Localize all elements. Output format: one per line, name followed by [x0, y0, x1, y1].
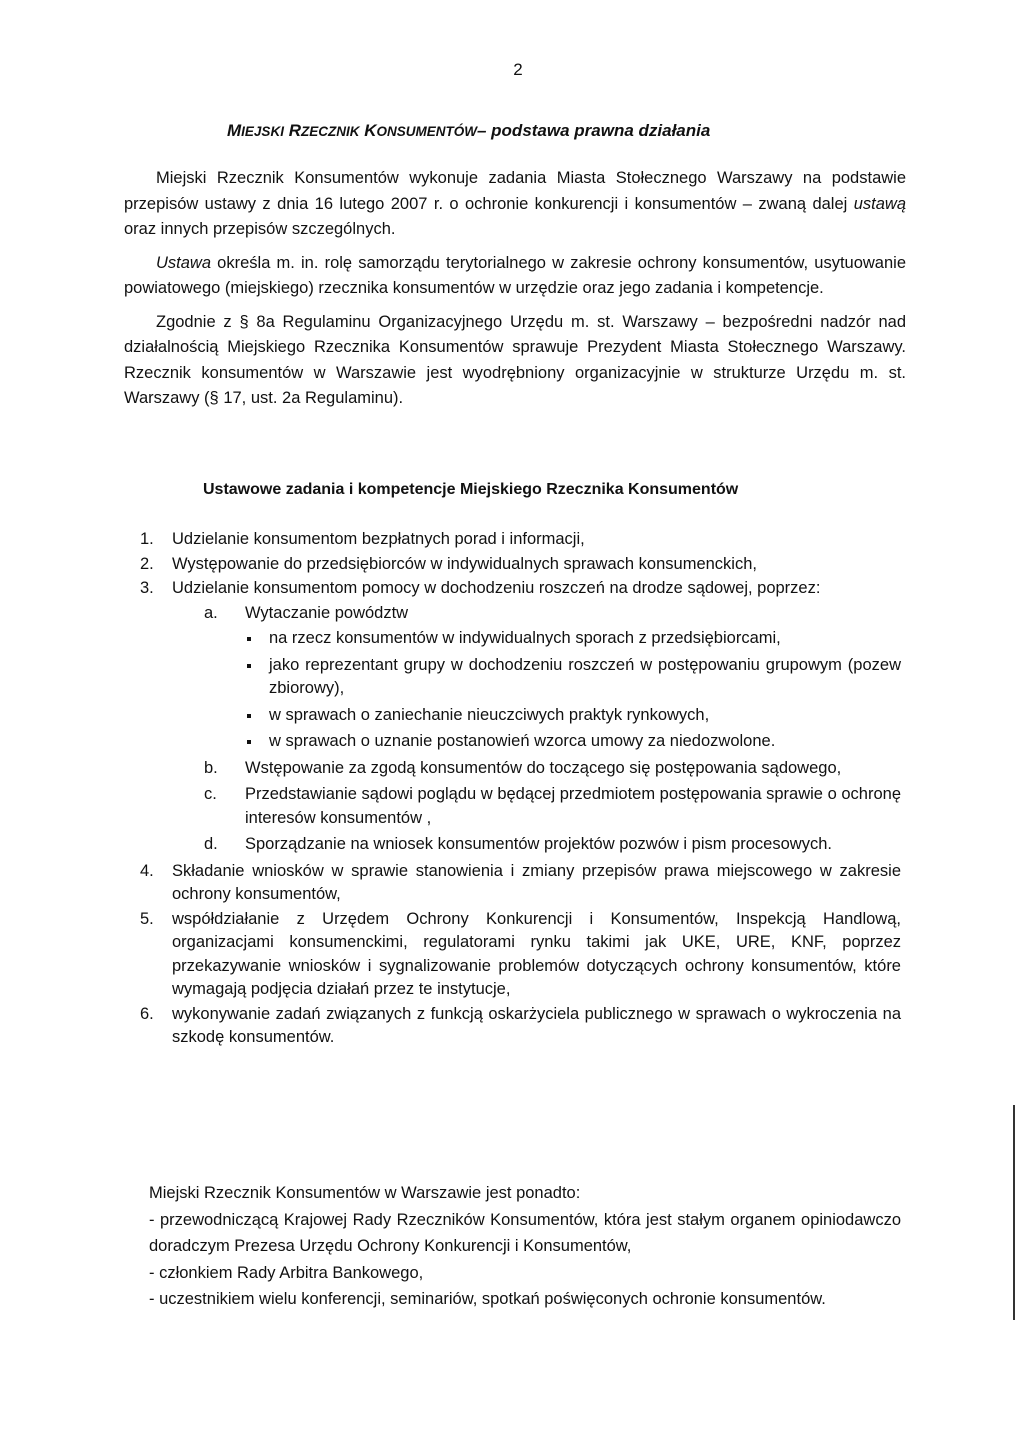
section-title: Ustawowe zadania i kompetencje Miejskiego Rzecznika Konsumentów	[203, 481, 739, 498]
task-item	[140, 553, 901, 577]
subtask-letter: d.	[204, 835, 218, 853]
page-number: 2	[513, 60, 523, 79]
task-text: Składanie wniosków w sprawie stanowienia i zmiany przepisów prawa miejscowego w zakresie ochrony konsumentów,	[172, 861, 901, 903]
task-item	[140, 860, 901, 907]
paragraph-text: określa m. in. rolę samorządu terytorialnego w zakresie ochrony konsumentów, usytuowanie powiatowego (miejskiego) rzecznika konsumentów w urzędzie oraz jego zadania i kompetencje.	[124, 253, 906, 297]
footer-line: Miejski Rzecznik Konsumentów w Warszawie jest ponadto:	[149, 1184, 581, 1202]
task-text: Udzielanie konsumentom bezpłatnych porad i informacji,	[172, 530, 585, 548]
footer-line: - przewodniczącą Krajowej Rady Rzeczników Konsumentów, która jest stałym organem opiniodawczo doradczym Prezesa Urzędu Ochrony Konkurencji i Konsumentów,	[149, 1210, 901, 1255]
task-item	[140, 577, 901, 857]
subtask-item	[204, 783, 901, 830]
intro-paragraphs	[124, 166, 906, 420]
italic-term: Ustawa	[156, 253, 212, 272]
footer-block	[149, 1180, 901, 1313]
bullet-list	[245, 627, 901, 754]
tasks-list	[140, 528, 901, 1051]
task-number: 6.	[140, 1004, 154, 1023]
task-text: wykonywanie zadań związanych z funkcją oskarżyciela publicznego w sprawach o wykroczenia na szkodę konsumentów.	[172, 1004, 901, 1046]
task-number: 2.	[140, 554, 154, 573]
footer-line: - uczestnikiem wielu konferencji, seminariów, spotkań poświęconych ochronie konsumentów.	[149, 1290, 826, 1308]
task-item	[140, 528, 901, 552]
task-text: Udzielanie konsumentom pomocy w dochodzeniu roszczeń na drodze sądowej, poprzez:	[172, 579, 821, 597]
subtask-letter: b.	[204, 758, 218, 777]
title-prefix: MIEJSKI RZECZNIK KONSUMENTÓW	[227, 121, 477, 140]
task-item	[140, 1003, 901, 1050]
intro-paragraph	[124, 166, 906, 243]
task-number: 4.	[140, 861, 154, 880]
subtask-text: Przedstawianie sądowi poglądu w będącej przedmiotem postępowania sprawie o ochronę interesów konsumentów ,	[245, 785, 901, 827]
subtask-text: Wstępowanie za zgodą konsumentów do toczącego się postępowania sądowego,	[245, 758, 842, 777]
footer-line: - członkiem Rady Arbitra Bankowego,	[149, 1263, 424, 1282]
page-title	[227, 121, 710, 141]
bullet-item: jako reprezentant grupy w dochodzeniu roszczeń w postępowaniu grupowym (pozew zbiorowy),	[245, 654, 901, 701]
italic-term: ustawą	[853, 194, 906, 213]
subtask-item	[204, 757, 901, 781]
paragraph-text: Zgodnie z § 8a Regulaminu Organizacyjnego Urzędu m. st. Warszawy – bezpośredni nadzór nad działalnością Miejskiego Rzecznika Konsumentów sprawuje Prezydent Miasta Stołecznego Warszawy. Rzecznik konsumentów w Warszawie jest wyodrębniony organizacyjnie w strukturze Urzędu m. st. Warszawy (§ 17, ust. 2a Regulaminu).	[124, 312, 906, 407]
task-number: 1.	[140, 530, 154, 548]
task-number: 3.	[140, 579, 154, 597]
bullet-item: w sprawach o uznanie postanowień wzorca umowy za niedozwolone.	[245, 730, 901, 754]
subtask-text: Sporządzanie na wniosek konsumentów projektów pozwów i pism procesowych.	[245, 835, 832, 853]
paragraph-text: Miejski Rzecznik Konsumentów wykonuje zadania Miasta Stołecznego Warszawy na podstawie przepisów ustawy z dnia 16 lutego 2007 r. o ochronie konkurencji i konsumentów – zwaną dalej	[124, 169, 906, 213]
task-text: Występowanie do przedsiębiorców w indywidualnych sprawach konsumenckich,	[172, 554, 757, 573]
subtask-letter: c.	[204, 785, 217, 803]
subtask-list	[172, 602, 901, 857]
intro-paragraph	[124, 251, 906, 302]
scan-margin-line	[1013, 1105, 1015, 1320]
subtask-letter: a.	[204, 603, 218, 622]
subtask-text: Wytaczanie powództw	[245, 603, 409, 622]
task-number: 5.	[140, 909, 154, 928]
intro-paragraph	[124, 310, 906, 412]
task-item	[140, 908, 901, 1002]
subtask-item	[204, 602, 901, 754]
task-text: współdziałanie z Urzędem Ochrony Konkurencji i Konsumentów, Inspekcją Handlową, organizacjami konsumenckimi, regulatorami rynku takimi jak UKE, URE, KNF, poprzez przekazywanie wniosków i sygnalizowanie problemów dotyczących ochrony konsumentów, które wymagają podjęcia działań przez te instytucje,	[172, 909, 901, 998]
title-suffix: – podstawa prawna działania	[476, 121, 711, 140]
bullet-item: na rzecz konsumentów w indywidualnych sporach z przedsiębiorcami,	[245, 627, 901, 651]
subtask-item	[204, 833, 901, 857]
paragraph-text: oraz innych przepisów szczególnych.	[124, 220, 396, 238]
bullet-item: w sprawach o zaniechanie nieuczciwych praktyk rynkowych,	[245, 704, 901, 728]
